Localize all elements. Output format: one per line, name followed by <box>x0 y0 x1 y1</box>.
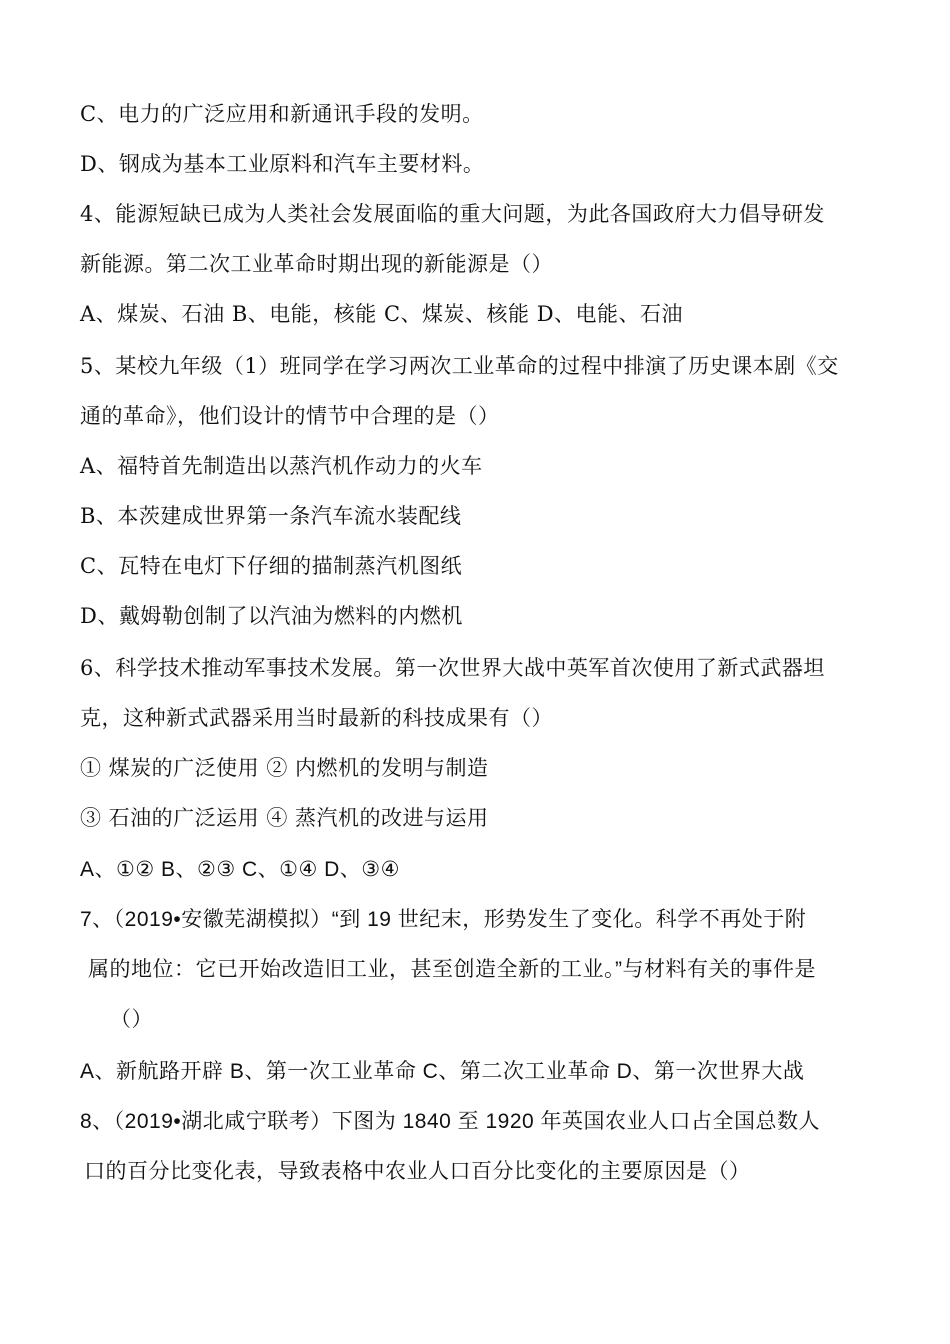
question-7-options: A、新航路开辟 B、第一次工业革命 C、第二次工业革命 D、第一次世界大战 <box>80 1060 805 1083</box>
question-6-line-2: 克，这种新式武器采用当时最新的科技成果有（） <box>80 706 553 730</box>
option-5b: B、本茨建成世界第一条汽车流水装配线 <box>80 504 462 528</box>
question-5-line-1: 5、某校九年级（1）班同学在学习两次工业革命的过程中排演了历史课本剧《交 <box>80 354 839 378</box>
question-6-statements-1: ① 煤炭的广泛使用 ② 内燃机的发明与制造 <box>80 756 489 780</box>
question-6-options: A、①② B、②③ C、①④ D、③④ <box>80 858 400 881</box>
option-5d: D、戴姆勒创制了以汽油为燃料的内燃机 <box>80 604 463 628</box>
question-7-line-1: 7、（2019•安徽芜湖模拟）“到 19 世纪末，形势发生了变化。科学不再处于附 <box>80 908 807 931</box>
question-8-line-2: 口的百分比变化表，导致表格中农业人口百分比变化的主要原因是（） <box>84 1160 751 1183</box>
question-6-line-1: 6、科学技术推动军事技术发展。第一次世界大战中英军首次使用了新式武器坦 <box>80 656 825 680</box>
question-7-line-2: 属的地位：它已开始改造旧工业，甚至创造全新的工业。”与材料有关的事件是 <box>88 958 816 981</box>
question-7-line-3: （） <box>110 1008 153 1031</box>
option-5a: A、福特首先制造出以蒸汽机作动力的火车 <box>80 454 483 478</box>
question-4-line-2: 新能源。第二次工业革命时期出现的新能源是（） <box>80 252 553 276</box>
question-8-line-1: 8、（2019•湖北咸宁联考）下图为 1840 至 1920 年英国农业人口占全国总数人 <box>80 1110 821 1133</box>
question-6-statements-2: ③ 石油的广泛运用 ④ 蒸汽机的改进与运用 <box>80 806 489 830</box>
option-3c: C、电力的广泛应用和新通讯手段的发明。 <box>80 102 484 126</box>
option-3d: D、钢成为基本工业原料和汽车主要材料。 <box>80 152 485 176</box>
question-5-line-2: 通的革命》，他们设计的情节中合理的是（） <box>80 404 500 428</box>
question-4-line-1: 4、能源短缺已成为人类社会发展面临的重大问题，为此各国政府大力倡导研发 <box>80 202 825 226</box>
question-4-options: A、煤炭、石油 B、电能，核能 C、煤炭、核能 D、电能、石油 <box>80 302 684 326</box>
option-5c: C、瓦特在电灯下仔细的描制蒸汽机图纸 <box>80 554 463 578</box>
